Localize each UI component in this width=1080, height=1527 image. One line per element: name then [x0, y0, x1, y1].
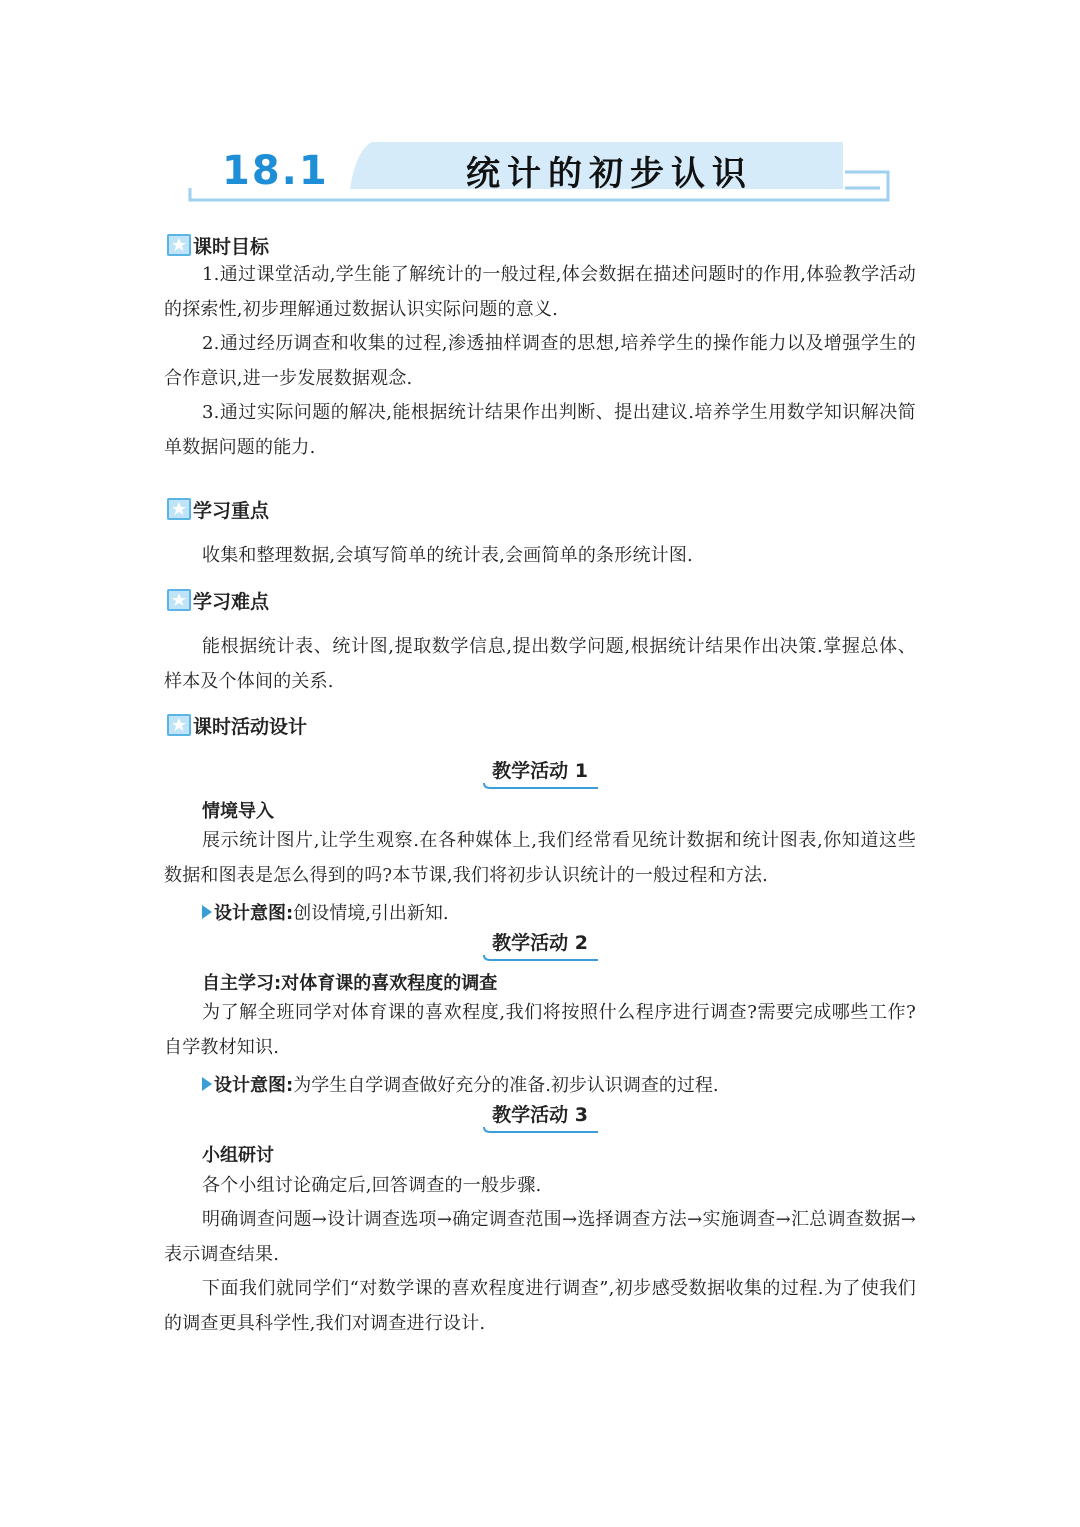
- book-star-icon: [165, 586, 193, 614]
- activity-underline: [480, 782, 600, 790]
- activity-2-title-text: 教学活动 2: [492, 932, 588, 954]
- section-goals: [165, 230, 269, 260]
- goal-2: 2.通过经历调查和收集的过程,渗透抽样调查的思想,培养学生的操作能力以及增强学生的合作意识,进一步发展数据观念.: [164, 333, 916, 389]
- activity-1-title-text: 教学活动 1: [492, 760, 588, 782]
- activity-underline: [480, 1126, 600, 1134]
- book-star-icon: [165, 711, 193, 739]
- key-points-text: 收集和整理数据,会填写简单的统计表,会画简单的条形统计图.: [202, 545, 693, 566]
- intent-label: 设计意图:: [214, 903, 294, 924]
- activity-1-text: 展示统计图片,让学生观察.在各种媒体上,我们经常看见统计数据和统计图表,你知道这些数据和图表是怎么得到的吗?本节课,我们将初步认识统计的一般过程和方法.: [164, 830, 916, 886]
- activity-3-heading: 小组研讨: [202, 1145, 274, 1166]
- section-difficulties: [165, 585, 269, 615]
- chapter-header: [0, 0, 1080, 220]
- intent-text: 为学生自学调查做好充分的准备.初步认识调查的过程.: [293, 1075, 719, 1096]
- activity-1-heading: 情境导入: [202, 801, 274, 822]
- activity-2-heading: 自主学习:对体育课的喜欢程度的调查: [202, 973, 498, 994]
- activity-2-text: 为了解全班同学对体育课的喜欢程度,我们将按照什么程序进行调查?需要完成哪些工作?自学教材知识.: [164, 1002, 916, 1058]
- chapter-number: 18.1: [222, 148, 329, 194]
- intent-label: 设计意图:: [214, 1075, 294, 1096]
- activity-3-title: [480, 1100, 600, 1134]
- book-star-icon: [165, 231, 193, 259]
- intent-text: 创设情境,引出新知.: [293, 903, 449, 924]
- section-design: [165, 710, 307, 740]
- section-difficulties-label: 学习难点: [193, 590, 270, 613]
- activity-3-text-1: 各个小组讨论确定后,回答调查的一般步骤.: [202, 1175, 542, 1196]
- book-star-icon: [165, 495, 193, 523]
- activity-3-text-3: 下面我们就同学们“对数学课的喜欢程度进行调查”,初步感受数据收集的过程.为了使我们的调查更具科学性,我们对调查进行设计.: [164, 1278, 916, 1334]
- goal-1: 1.通过课堂活动,学生能了解统计的一般过程,体会数据在描述问题时的作用,体验教学活动的探索性,初步理解通过数据认识实际问题的意义.: [164, 264, 916, 320]
- triangle-marker-icon: [202, 1077, 212, 1091]
- section-key-points-label: 学习重点: [193, 499, 270, 522]
- activity-3-title-text: 教学活动 3: [492, 1104, 588, 1126]
- difficulties-text: 能根据统计表、统计图,提取数学信息,提出数学问题,根据统计结果作出决策.掌握总体、样本及个体间的关系.: [164, 636, 916, 692]
- section-key-points: [165, 494, 269, 524]
- chapter-title: 统计的初步认识: [466, 154, 753, 194]
- activity-1-intent: [202, 899, 449, 925]
- activity-1-title: [480, 756, 600, 790]
- activity-underline: [480, 954, 600, 962]
- triangle-marker-icon: [202, 905, 212, 919]
- section-design-label: 课时活动设计: [193, 715, 308, 738]
- activity-3-text-2: 明确调查问题→设计调查选项→确定调查范围→选择调查方法→实施调查→汇总调查数据→表示调查结果.: [164, 1209, 916, 1265]
- section-goals-label: 课时目标: [193, 235, 270, 258]
- goal-3: 3.通过实际问题的解决,能根据统计结果作出判断、提出建议.培养学生用数学知识解决简单数据问题的能力.: [164, 402, 916, 458]
- activity-2-title: [480, 928, 600, 962]
- activity-2-intent: [202, 1071, 719, 1097]
